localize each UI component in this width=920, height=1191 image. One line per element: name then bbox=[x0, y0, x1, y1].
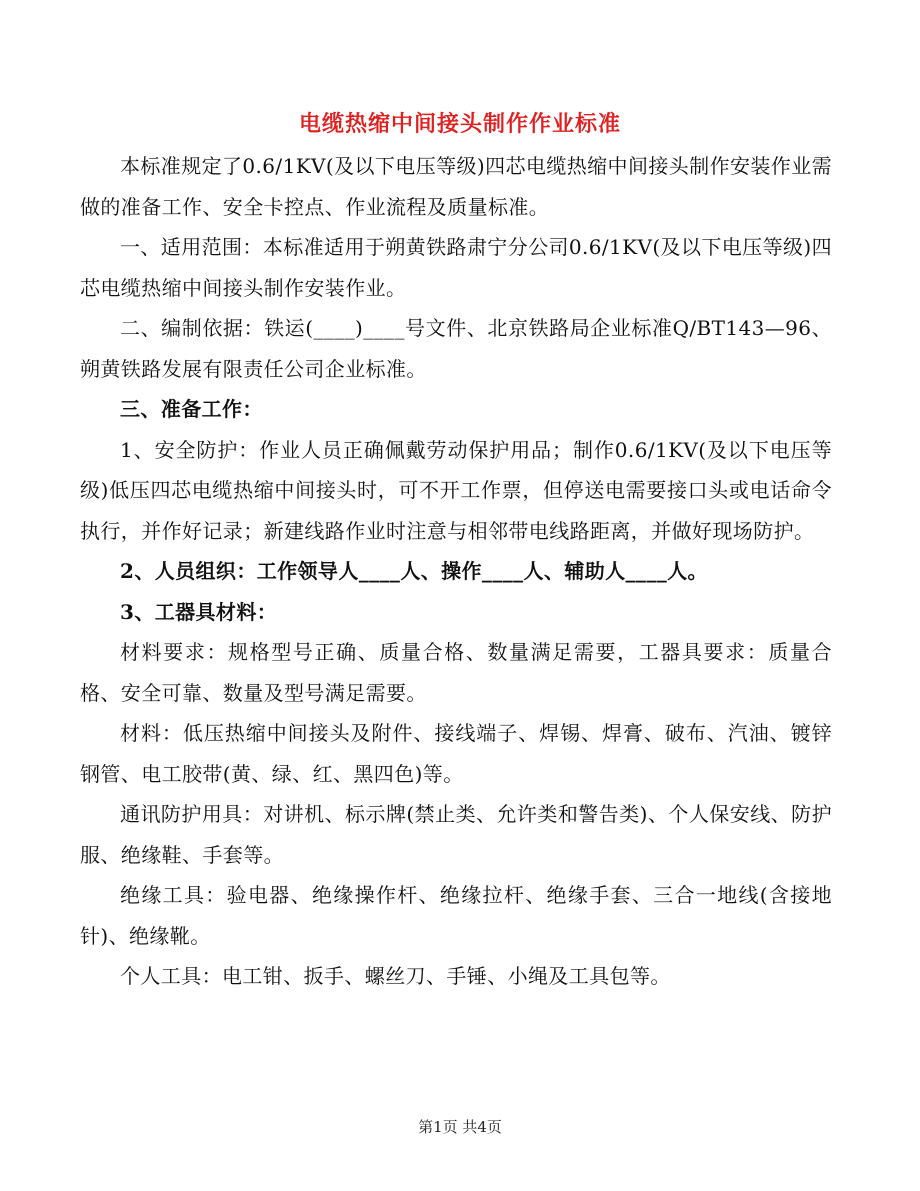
paragraph-basis: 二、编制依据：铁运(____)____号文件、北京铁路局企业标准Q/BT143—96、朔黄铁路发展有限责任公司企业标准。 bbox=[80, 316, 832, 381]
section-heading-tools: 3、工器具材料： bbox=[120, 599, 278, 624]
section-heading-preparation: 三、准备工作： bbox=[120, 397, 263, 421]
paragraph-personnel: 2、人员组织：工作领导人____人、操作____人、辅助人____人。 bbox=[120, 559, 708, 583]
paragraph-intro: 本标准规定了0.6/1KV(及以下电压等级)四芯电缆热缩中间接头制作安装作业需做的准备工作、安全卡控点、作业流程及质量标准。 bbox=[80, 154, 832, 219]
document-body bbox=[80, 146, 832, 997]
document-title: 电缆热缩中间接头制作作业标准 bbox=[298, 111, 621, 137]
paragraph-requirements: 材料要求：规格型号正确、质量合格、数量满足需要，工器具要求：质量合格、安全可靠、数量及型号满足需要。 bbox=[80, 640, 832, 705]
paragraph-personal-tools: 个人工具：电工钳、扳手、螺丝刀、手锤、小绳及工具包等。 bbox=[120, 964, 671, 988]
paragraph-scope: 一、适用范围：本标准适用于朔黄铁路肃宁分公司0.6/1KV(及以下电压等级)四芯电缆热缩中间接头制作安装作业。 bbox=[80, 235, 832, 300]
paragraph-insulation-tools: 绝缘工具：验电器、绝缘操作杆、绝缘拉杆、绝缘手套、三合一地线(含接地针)、绝缘靴。 bbox=[80, 883, 832, 948]
paragraph-comm-gear: 通讯防护用具：对讲机、标示牌(禁止类、允许类和警告类)、个人保安线、防护服、绝缘鞋、手套等。 bbox=[80, 802, 832, 867]
page-footer: 第1页 共4页 bbox=[418, 1118, 502, 1136]
paragraph-safety: 1、安全防护：作业人员正确佩戴劳动保护用品；制作0.6/1KV(及以下电压等级)低压四芯电缆热缩中间接头时，可不开工作票，但停送电需要接口头或电话命令执行，并作好记录；新建线路作业时注意与相邻带电线路距离，并做好现场防护。 bbox=[80, 437, 832, 543]
paragraph-materials: 材料：低压热缩中间接头及附件、接线端子、焊锡、焊膏、破布、汽油、镀锌钢管、电工胶带(黄、绿、红、黑四色)等。 bbox=[80, 721, 832, 786]
